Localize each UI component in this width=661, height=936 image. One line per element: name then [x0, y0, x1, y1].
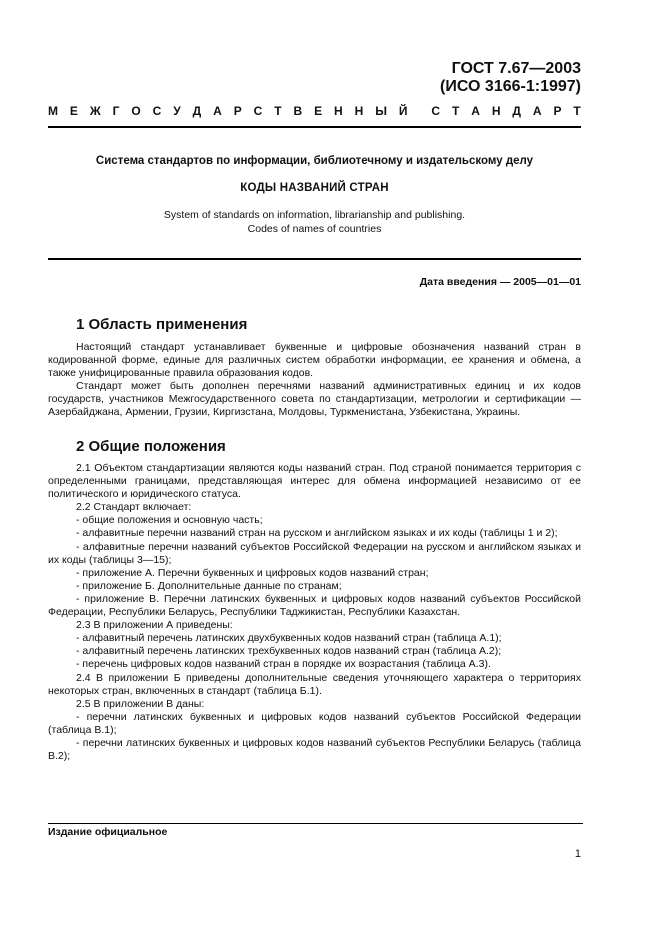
list-item: - перечни латинских буквенных и цифровых кодов названий субъектов Республики Беларусь (таблица В.2); — [48, 736, 581, 763]
main-title: КОДЫ НАЗВАНИЙ СТРАН — [240, 182, 389, 194]
interstate-heading-letter: А — [471, 104, 480, 118]
interstate-heading-letter: Р — [233, 104, 242, 118]
interstate-heading-letter: О — [131, 104, 141, 118]
official-edition-label: Издание официальное — [48, 826, 168, 838]
introduction-date: Дата введения — 2005—01—01 — [419, 276, 581, 288]
interstate-standard-heading — [48, 104, 581, 118]
middle-rule — [48, 258, 581, 260]
list-item: - приложение А. Перечни буквенных и цифровых кодов названий стран; — [76, 566, 429, 579]
page-number: 1 — [574, 848, 581, 860]
interstate-heading-letter: Т — [274, 104, 282, 118]
interstate-heading-letter: В — [293, 104, 303, 118]
interstate-heading-letter: С — [253, 104, 263, 118]
gost-number: ГОСТ 7.67—2003 — [451, 60, 581, 77]
paragraph: 2.1 Объектом стандартизации являются коды названий стран. Под страной понимается территория с определенными границами, представляющая интерес для обмена информацией независимо от ее политического и юридического статуса. — [48, 462, 581, 501]
iso-number: (ИСО 3166-1:1997) — [440, 78, 581, 95]
list-item: - алфавитный перечень латинских двухбуквенных кодов названий стран (таблица А.1); — [76, 632, 502, 645]
interstate-heading-letter: Н — [334, 104, 343, 118]
section-2-title: 2 Общие положения — [76, 438, 226, 455]
interstate-heading-letter: Д — [512, 104, 521, 118]
list-item: - алфавитные перечни названий субъектов Российской Федерации на русском и английском языках и их коды (таблицы 3—15); — [48, 540, 581, 566]
interstate-heading-letter: Н — [354, 104, 364, 118]
interstate-heading-letter: Д — [192, 104, 202, 118]
paragraph: 2.5 В приложении В даны: — [76, 697, 205, 710]
section-1-body — [48, 341, 581, 420]
interstate-heading-letter: Т — [573, 104, 581, 118]
interstate-heading-letter: А — [532, 104, 542, 118]
interstate-heading-letter: Е — [314, 104, 323, 118]
interstate-heading-letter: Т — [451, 104, 460, 118]
footer-rule — [48, 823, 583, 824]
system-title: Система стандартов по информации, библиотечному и издательскому делу — [95, 155, 534, 167]
paragraph: 2.3 В приложении А приведены: — [76, 619, 233, 632]
list-item: - приложение Б. Дополнительные данные по странам; — [76, 579, 342, 592]
paragraph: 2.2 Стандарт включает: — [76, 501, 192, 514]
list-item: - общие положения и основную часть; — [76, 514, 263, 527]
interstate-heading-letter: С — [152, 104, 162, 118]
english-title-line1: System of standards on information, librarianship and publishing. — [163, 209, 466, 221]
list-item: - перечень цифровых кодов названий стран в порядке их возрастания (таблица А.3). — [76, 658, 491, 671]
english-title-line2: Codes of names of countries — [247, 223, 382, 235]
interstate-heading-letter: У — [173, 104, 181, 118]
interstate-heading-letter: С — [431, 104, 441, 118]
interstate-heading-letter: Е — [69, 104, 78, 118]
list-item: - приложение В. Перечни латинских буквенных и цифровых кодов названий субъектов Российской Федерации, Республики Беларусь, Республики Таджикистан, Республики Казахстан. — [48, 592, 581, 619]
interstate-heading-letter: Н — [491, 104, 501, 118]
interstate-heading-letter: М — [48, 104, 58, 118]
top-rule — [48, 126, 581, 128]
interstate-heading-letter: А — [213, 104, 222, 118]
interstate-heading-letter: Ы — [375, 104, 387, 118]
list-item: - алфавитный перечень латинских трехбуквенных кодов названий стран (таблица А.2); — [76, 645, 502, 658]
gost-number-block — [440, 60, 581, 96]
interstate-heading-letter: Г — [112, 104, 120, 118]
interstate-heading-letter: Р — [553, 104, 562, 118]
list-item: - перечни латинских буквенных и цифровых кодов названий субъектов Российской Федерации (таблица В.1); — [48, 710, 581, 736]
paragraph: Настоящий стандарт устанавливает буквенные и цифровые обозначения названий стран в кодированной форме, единые для различных систем обработки информации, ее хранения и обмена, а также унифицированные правила образования кодов. — [48, 341, 581, 380]
interstate-heading-letter: Ж — [89, 104, 101, 118]
paragraph: Стандарт может быть дополнен перечнями названий административных единиц и их кодов государств, участников Межгосударственного совета по стандартизации, метрологии и сертификации — Азербайджана, Армении, Грузии, Киргизстана, Молдовы, Туркменистана, Узбекистана, Украины. — [48, 380, 581, 419]
section-2-body — [48, 462, 581, 763]
section-1-title: 1 Область применения — [76, 316, 248, 333]
list-item: - алфавитные перечни названий стран на русском и английском языках и их коды (таблицы 1 и 2); — [76, 527, 558, 540]
paragraph: 2.4 В приложении Б приведены дополнительные сведения уточняющего характера о территориях некоторых стран, включенных в стандарт (таблица Б.1). — [48, 671, 581, 697]
interstate-heading-letter: Й — [398, 104, 408, 118]
